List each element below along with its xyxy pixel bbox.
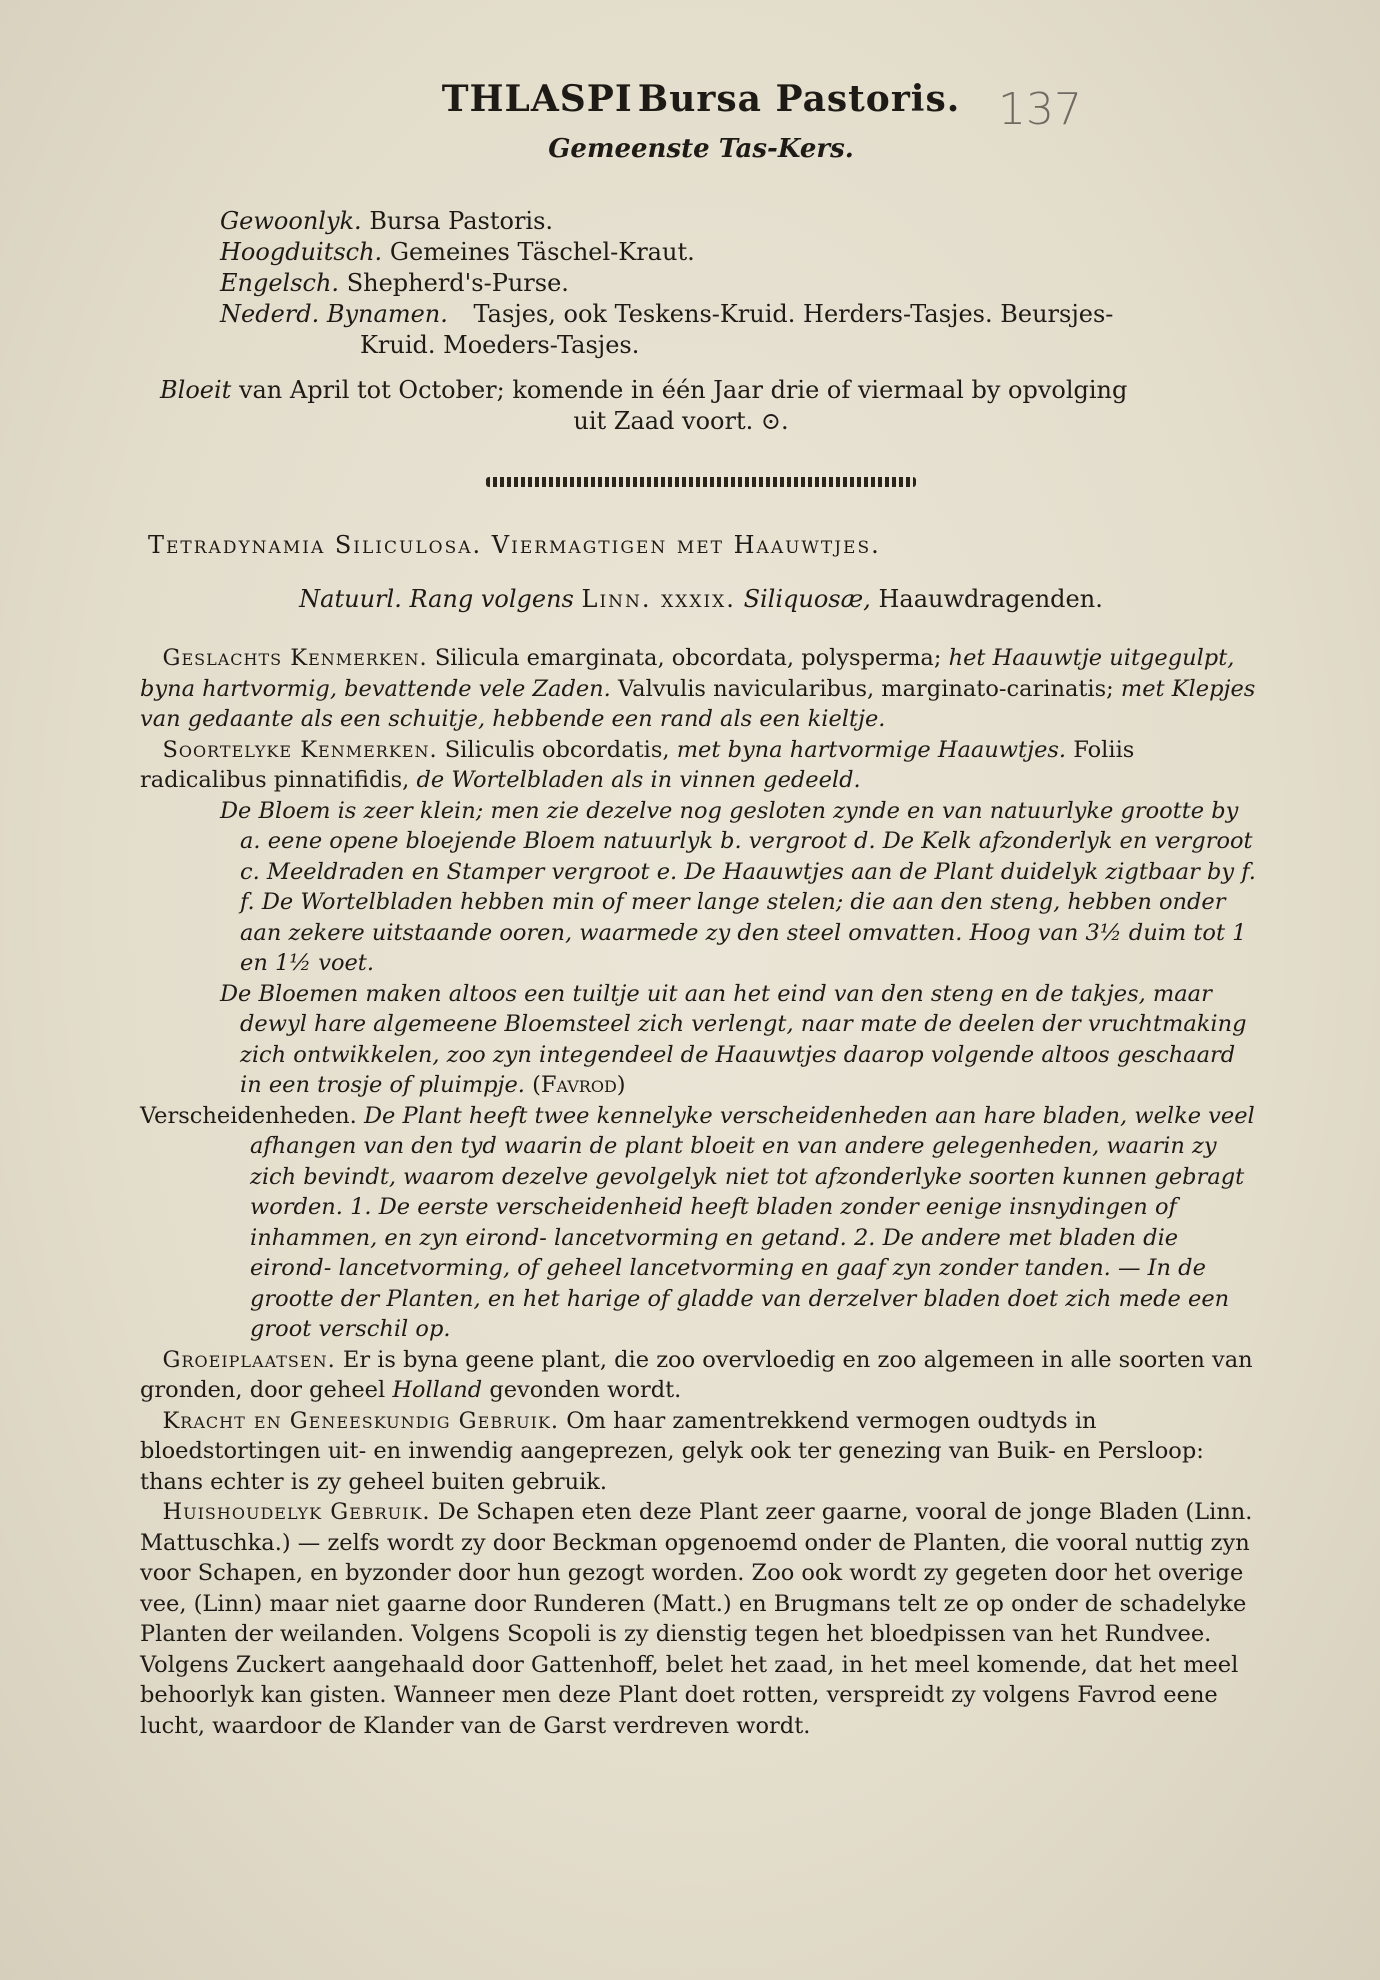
flower-description: De Bloem is zeer klein; men zie dezelve nog gesloten zynde en van natuurlyke grootte by a. eene opene bloejende Bloem natuurlyk b. vergroot d. De Kelk afzonderlyk en vergroot c. Meeldraden en Stamper vergroot e. De Haauwtjes aan de Plant duidelyk zigtbaar by f. f. De Wortelbladen hebben min of meer lange stelen; die aan den steng, hebben onder aan zekere uitstaande ooren, waarmede zy den steel omvatten. Hoog van 3½ duim tot 1 en 1½ voet. bbox=[220, 797, 1256, 976]
medicinal-use: Kracht en Geneeskundig Gebruik. Om haar zamentrekkend vermogen oudtyds in bloedstortingen uit- en inwendig aangeprezen, gelyk ook ter genezing van Buik- en Persloop: thans echter is zy geheel buiten gebruik. bbox=[140, 1407, 1204, 1495]
ornament-divider bbox=[486, 477, 916, 487]
synonym-row: Gewoonlyk. Bursa Pastoris. bbox=[220, 207, 554, 235]
habitats: Groeiplaatsen. Er is byna geene plant, die zoo overvloedig en zoo algemeen in alle soorten van gronden, door geheel Holland gevonden wordt. bbox=[140, 1346, 1253, 1403]
bloom-period: Bloeit van April tot October; komende in één Jaar drie of viermaal by opvolging uit Zaad voort. ⊙. bbox=[160, 376, 1128, 435]
genus-characters: Geslachts Kenmerken. Silicula emarginata, obcordata, polysperma; het Haauwtje uitgegulpt, byna hartvormig, bevattende vele Zaden. Valvulis navicularibus, marginato-carinatis; met Klepjes van gedaante als een schuitje, hebbende een rand als een kieltje. bbox=[140, 645, 1256, 732]
classification-heading: Tetradynamia Siliculosa. Viermagtigen met Haauwtjes. bbox=[148, 531, 881, 559]
natural-rank: Natuurl. Rang volgens Linn. xxxix. Siliquosæ, Haauwdragenden. bbox=[299, 585, 1103, 613]
synonyms-list bbox=[140, 206, 1262, 361]
varieties: Verscheidenheden. De Plant heeft twee kennelyke verscheidenheden aan hare bladen, welke veel afhangen van den tyd waarin de plant bloeit en van andere gelegenheden, waarin zy zich bevindt, waarom dezelve gevolgelyk niet tot afzonderlyke soorten kunnen gebragt worden. 1. De eerste verscheidenheid heeft bladen zonder eenige insnydingen of inhammen, en zyn eirond- lancetvorming en getand. 2. De andere met bladen die eirond- lancetvorming, of geheel lancetvorming en gaaf zyn zonder tanden. — In de grootte der Planten, en het harige of gladde van derzelver bladen doet zich mede een groot verschil op. bbox=[140, 1102, 1255, 1342]
synonym-row-continued: Kruid. Moeders-Tasjes. bbox=[360, 331, 640, 359]
synonym-row: Nederd. Bynamen. Tasjes, ook Teskens-Kruid. Herders-Tasjes. Beursjes- bbox=[220, 300, 1114, 328]
flowers-description: De Bloemen maken altoos een tuiltje uit aan het eind van den steng en de takjes, maar dewyl hare algemeene Bloemsteel zich verlengt, naar mate de deelen der vruchtmaking zich ontwikkelen, zoo zyn integendeel de Haauwtjes daarop volgende altoos geschaard in een trosje of pluimpje. (Favrod) bbox=[220, 980, 1247, 1098]
synonym-row: Hoogduitsch. Gemeines Täschel-Kraut. bbox=[220, 238, 695, 266]
genus-title: THLASPI bbox=[441, 78, 633, 120]
body-text bbox=[140, 643, 1262, 1741]
household-use: Huishoudelyk Gebruik. De Schapen eten deze Plant zeer gaarne, vooral de jonge Bladen (Linn. Mattuschka.) — zelfs wordt zy door Beckman opgenoemd onder de Planten, die vooral nuttig zyn voor Schapen, en byzonder door hun gezogt worden. Zoo ook wordt zy gegeten door het overige vee, (Linn) maar niet gaarne door Runderen (Matt.) en Brugmans telt ze op onder de schadelyke Planten der weilanden. Volgens Scopoli is zy dienstig tegen het bloedpissen van het Rundvee. Volgens Zuckert aangehaald door Gattenhoff, belet het zaad, in het meel komende, dat het meel behoorlyk kan gisten. Wanneer men deze Plant doet rotten, verspreidt zy volgens Favrod eene lucht, waardoor de Klander van de Garst verdreven wordt. bbox=[140, 1499, 1253, 1739]
synonym-row: Engelsch. Shepherd's-Purse. bbox=[220, 269, 569, 297]
handwritten-page-number: 137 bbox=[998, 84, 1082, 135]
species-title: Bursa Pastoris. bbox=[637, 78, 961, 120]
species-characters: Soortelyke Kenmerken. Siliculis obcordatis, met byna hartvormige Haauwtjes. Foliis radicalibus pinnatifidis, de Wortelbladen als in vinnen gedeeld. bbox=[140, 736, 1135, 793]
dutch-name: Gemeenste Tas-Kers. bbox=[548, 134, 854, 164]
title-row bbox=[140, 78, 1262, 135]
